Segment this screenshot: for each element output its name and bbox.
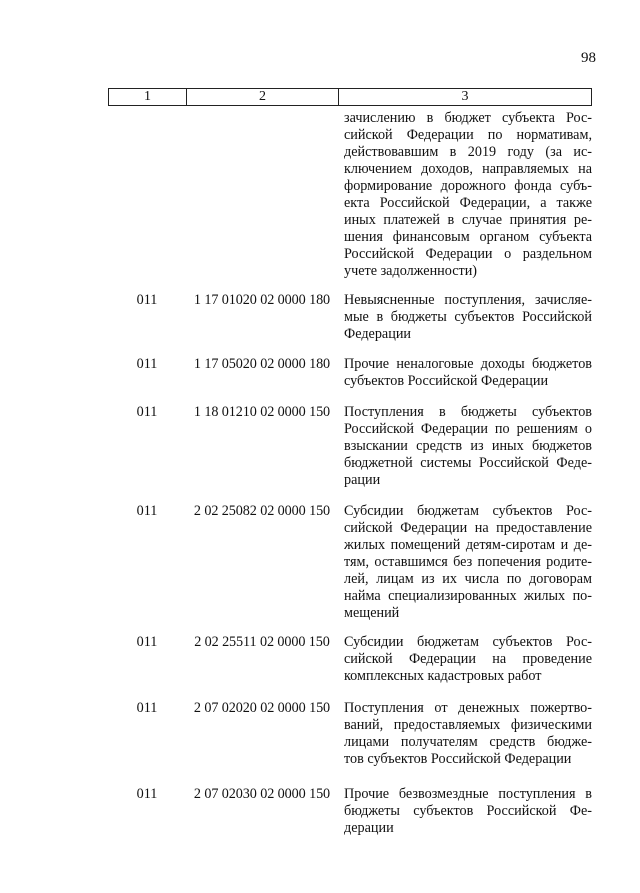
table-row: [108, 786, 592, 837]
table-row: [108, 356, 592, 390]
row-description: [338, 503, 592, 622]
description-line: мещений: [344, 605, 400, 621]
description-line: бюджетной системы Российской Феде-: [344, 455, 592, 471]
table-row: [108, 503, 592, 622]
description-line: тов субъектов Российской Федерации: [344, 751, 572, 767]
description-line: Поступления от денежных пожертво-: [344, 700, 592, 716]
description-line: Прочие неналоговые доходы бюджетов: [344, 356, 592, 372]
description-line: действовавшим в 2019 году (за ис-: [344, 144, 592, 160]
table-row: [108, 634, 592, 685]
description-line: бюджеты субъектов Российской Фе-: [344, 803, 592, 819]
description-line: жилых помещений детям-сиротам и де-: [344, 537, 592, 553]
row-code: 011: [136, 786, 158, 802]
row-kbk: 1 17 05020 02 0000 180: [193, 356, 331, 372]
row-description: [338, 786, 592, 837]
row-code: 011: [136, 292, 158, 308]
row-code: 011: [136, 503, 158, 519]
row-code: 011: [136, 634, 158, 650]
description-line: найма специализированных жилых по-: [344, 588, 592, 604]
row-description: [338, 110, 592, 280]
description-line: взыскании средств из иных бюджетов: [344, 438, 592, 454]
header-col-1: 1: [109, 89, 187, 105]
description-line: ключением доходов, направляемых на: [344, 161, 592, 177]
description-line: Субсидии бюджетам субъектов Рос-: [344, 503, 592, 519]
description-line: шения финансовым органом субъекта: [344, 229, 592, 245]
row-kbk: 1 18 01210 02 0000 150: [193, 404, 331, 420]
description-line: зачислению в бюджет субъекта Рос-: [344, 110, 592, 126]
row-code-empty: [108, 110, 186, 280]
row-kbk: 2 02 25082 02 0000 150: [193, 503, 331, 519]
description-line: ваний, предоставляемых физическими: [344, 717, 592, 733]
row-code: 011: [136, 700, 158, 716]
description-line: Российской Федерации по решениям о: [344, 421, 592, 437]
row-description: [338, 292, 592, 343]
description-line: дерации: [344, 820, 394, 836]
description-line: Российской Федерации о раздельном: [344, 246, 592, 262]
row-kbk: 2 02 25511 02 0000 150: [194, 634, 330, 650]
description-line: учете задолженности): [344, 263, 478, 279]
description-line: сийской Федерации на предоставление: [344, 520, 592, 536]
row-code: 011: [136, 356, 158, 372]
description-line: Невыясненные поступления, зачисляе-: [344, 292, 592, 308]
row-description: [338, 356, 592, 390]
description-line: мые в бюджеты субъектов Российской: [344, 309, 592, 325]
description-line: рации: [344, 472, 381, 488]
row-kbk: 2 07 02020 02 0000 150: [193, 700, 331, 716]
description-line: Субсидии бюджетам субъектов Рос-: [344, 634, 592, 650]
description-line: комплексных кадастровых работ: [344, 668, 542, 684]
table-row: [108, 700, 592, 768]
description-line: Поступления в бюджеты субъектов: [344, 404, 592, 420]
header-col-3: 3: [461, 89, 469, 104]
description-line: формирование дорожного фонда субъ-: [344, 178, 592, 194]
description-line: лицами получателям средств бюдже-: [344, 734, 592, 750]
row-kbk-empty: [186, 110, 338, 280]
row-kbk: 1 17 01020 02 0000 180: [193, 292, 331, 308]
description-line: иных платежей в случае принятия ре-: [344, 212, 592, 228]
page-number: 98: [581, 50, 596, 66]
description-line: сийской Федерации на проведение: [344, 651, 592, 667]
row-description: [338, 700, 592, 768]
description-line: тям, оставшимся без попечения родите-: [344, 554, 592, 570]
row-code: 011: [136, 404, 158, 420]
description-line: Прочие безвозмездные поступления в: [344, 786, 592, 802]
description-line: екта Российской Федерации, а также: [344, 195, 592, 211]
table-row: [108, 292, 592, 343]
description-line: субъектов Российской Федерации: [344, 373, 549, 389]
table-row: [108, 404, 592, 489]
row-kbk: 2 07 02030 02 0000 150: [193, 786, 331, 802]
description-line: лей, лицам из их числа по договорам: [344, 571, 592, 587]
table-header: [108, 88, 592, 106]
description-line: Федерации: [344, 326, 412, 342]
row-description: [338, 404, 592, 489]
row-description: [338, 634, 592, 685]
description-line: сийской Федерации по нормативам,: [344, 127, 592, 143]
table-row-continuation: [108, 110, 592, 280]
header-col-2: 2: [187, 89, 339, 105]
